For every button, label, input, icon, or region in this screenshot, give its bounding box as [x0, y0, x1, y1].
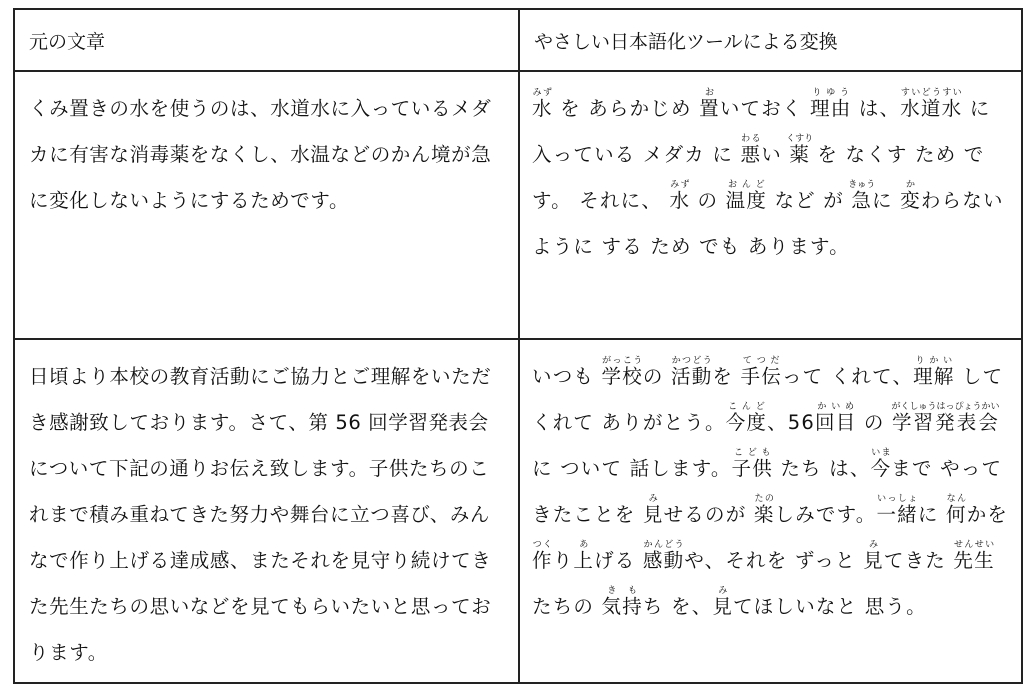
- easy-text-segment: たちの: [532, 595, 602, 618]
- furigana-reading: せんせい: [953, 540, 995, 550]
- easy-text-segment: い: [761, 143, 790, 166]
- furigana-word: 水すい: [941, 88, 963, 120]
- furigana-word: 置お: [699, 88, 720, 120]
- easy-text-segment: てきた: [883, 549, 954, 572]
- easy-text-segment: せるのが: [663, 503, 754, 526]
- easy-text-segment: わらない ように する ため でも あります。: [532, 189, 1004, 258]
- furigana-reading: み: [642, 494, 664, 504]
- furigana-word: 子供こども: [731, 448, 773, 480]
- original-text-cell: くみ置きの水を使うのは、水道水に入っているメダカに有害な消毒薬をなくし、水温などのかん境が急に変化しないようにするためです。: [14, 71, 519, 339]
- furigana-reading: いま: [870, 448, 892, 458]
- easy-text-cell: [519, 71, 1022, 339]
- furigana-word: 今いま: [870, 448, 892, 480]
- easy-text-segment: って くれて、: [781, 365, 914, 388]
- easy-text-segment: いておく: [719, 97, 811, 120]
- furigana-word: 水みず: [669, 180, 691, 212]
- easy-text-segment: は、: [851, 97, 901, 120]
- furigana-reading: あ: [573, 540, 595, 550]
- furigana-reading: おんど: [725, 180, 768, 190]
- furigana-reading: つく: [532, 540, 553, 550]
- furigana-word: 理解りかい: [913, 356, 955, 388]
- furigana-word: 先生せんせい: [953, 540, 995, 572]
- furigana-reading: わる: [740, 134, 762, 144]
- furigana-reading: か: [900, 180, 921, 190]
- furigana-word: 今度こんど: [725, 402, 768, 434]
- easy-text-segment: いつも: [532, 365, 602, 388]
- furigana-reading: りゆう: [810, 88, 852, 98]
- easy-text-segment: の: [856, 411, 892, 434]
- easy-text-segment: して くれて ありがとう。: [532, 365, 1004, 434]
- furigana-word: 回目かいめ: [815, 402, 857, 434]
- furigana-word: 見み: [642, 494, 664, 526]
- furigana-reading: なん: [945, 494, 967, 504]
- easy-text-segment: に 入っている メダカ に: [532, 97, 991, 166]
- easy-text-segment: まで やってきたことを: [532, 457, 1003, 526]
- furigana-reading: かつどう: [671, 356, 713, 366]
- furigana-word: 温度おんど: [725, 180, 768, 212]
- easy-text-segment: を なくす ため です。 それに、: [532, 143, 985, 212]
- easy-text-segment: に ついて 話します。: [532, 457, 732, 480]
- furigana-word: 変か: [900, 180, 921, 212]
- furigana-word: 薬くすり: [786, 134, 814, 166]
- furigana-word: 上あ: [573, 540, 595, 572]
- easy-text-segment: 、56: [767, 411, 816, 434]
- easy-text-segment: たち は、: [772, 457, 871, 480]
- original-text-cell: 日頃より本校の教育活動にご協力とご理解をいただき感謝致しております。さて、第 56 回学習発表会について下記の通りお伝え致します。子供たちのこれまで積み重ねてきた努力や舞台に立つ喜び、みんなで作り上げる達成感、またそれを見守り続けてきた先生たちの思いなどを見てもらいたいと思っております。: [14, 339, 519, 683]
- easy-text-segment: の: [642, 365, 672, 388]
- furigana-word: 水みず: [532, 88, 553, 120]
- furigana-word: 感動かんどう: [642, 540, 685, 572]
- furigana-word: 一緒いっしょ: [876, 494, 918, 526]
- furigana-reading: こども: [731, 448, 773, 458]
- furigana-word: 水道すいどう: [900, 88, 942, 120]
- furigana-word: 楽たの: [753, 494, 775, 526]
- header-original: 元の文章: [14, 9, 519, 71]
- furigana-reading: こんど: [725, 402, 768, 412]
- easy-text-segment: を あらかじめ: [552, 97, 700, 120]
- easy-text-segment: を: [712, 365, 741, 388]
- furigana-word: 見み: [863, 540, 884, 572]
- furigana-reading: きゅう: [848, 180, 876, 190]
- furigana-word: 何なん: [945, 494, 967, 526]
- furigana-word: 急きゅう: [848, 180, 876, 212]
- furigana-reading: みず: [669, 180, 691, 190]
- furigana-reading: かんどう: [642, 540, 685, 550]
- furigana-reading: かいめ: [815, 402, 857, 412]
- furigana-reading: がっこう: [601, 356, 643, 366]
- furigana-word: 気持きも: [601, 586, 643, 618]
- furigana-reading: み: [863, 540, 884, 550]
- furigana-word: 作つく: [532, 540, 553, 572]
- furigana-reading: みず: [532, 88, 553, 98]
- furigana-word: 手伝てつだ: [740, 356, 782, 388]
- table-row: [14, 339, 1022, 683]
- furigana-reading: すい: [941, 88, 963, 98]
- easy-text-segment: しみです。: [774, 503, 877, 526]
- table-row: [14, 71, 1022, 339]
- furigana-word: 悪わる: [740, 134, 762, 166]
- easy-text-segment: に: [917, 503, 946, 526]
- furigana-reading: がくしゅうはっぴょうかい: [891, 402, 1000, 412]
- furigana-word: 学校がっこう: [601, 356, 643, 388]
- furigana-reading: み: [712, 586, 734, 596]
- easy-text-cell: [519, 339, 1022, 683]
- furigana-word: 見み: [712, 586, 734, 618]
- furigana-reading: くすり: [786, 134, 814, 144]
- easy-text-segment: げる: [594, 549, 643, 572]
- furigana-reading: たの: [753, 494, 775, 504]
- easy-text-segment: の: [690, 189, 726, 212]
- furigana-word: 活動かつどう: [671, 356, 713, 388]
- header-row: [14, 9, 1022, 71]
- furigana-word: 学習発表会がくしゅうはっぴょうかい: [891, 402, 1000, 434]
- comparison-table: [13, 8, 1023, 684]
- easy-text-segment: り: [552, 549, 574, 572]
- furigana-reading: きも: [601, 586, 643, 596]
- easy-text-segment: に: [872, 189, 901, 212]
- easy-text-segment: ち を、: [642, 595, 713, 618]
- easy-text-segment: など が: [767, 189, 852, 212]
- header-easy: やさしい日本語化ツールによる変換: [519, 9, 1022, 71]
- furigana-reading: お: [699, 88, 720, 98]
- furigana-reading: すいどう: [900, 88, 942, 98]
- furigana-reading: いっしょ: [876, 494, 918, 504]
- easy-text-segment: てほしいなと 思う。: [733, 595, 927, 618]
- furigana-reading: りかい: [913, 356, 955, 366]
- furigana-reading: てつだ: [740, 356, 782, 366]
- furigana-word: 理由りゆう: [810, 88, 852, 120]
- easy-text-segment: かを: [966, 503, 1009, 526]
- easy-text-segment: や、それを ずっと: [684, 549, 864, 572]
